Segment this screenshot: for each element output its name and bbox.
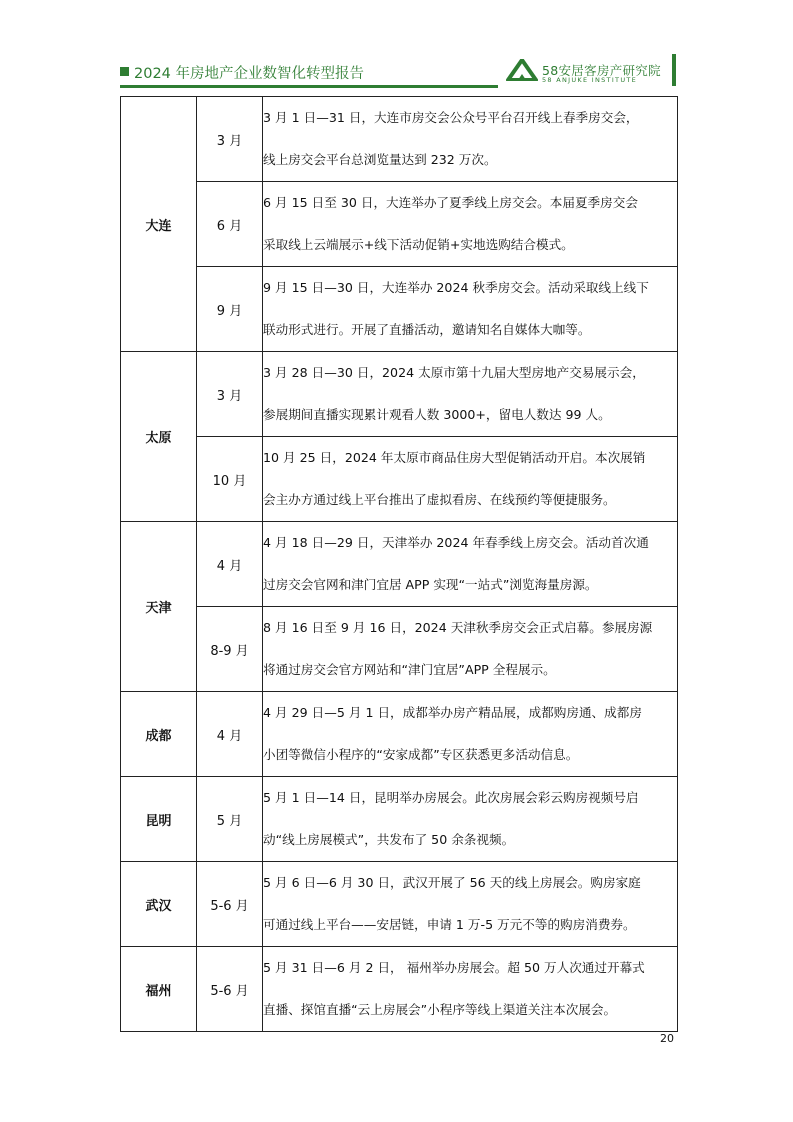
description-line: 线上房交会平台总浏览量达到 232 万次。 xyxy=(263,152,497,167)
description-line: 9 月 15 日—30 日，大连举办 2024 秋季房交会。活动采取线上线下 xyxy=(263,280,649,295)
table-row xyxy=(121,692,678,777)
city-cell: 武汉 xyxy=(121,862,197,947)
city-cell: 太原 xyxy=(121,352,197,522)
table-row xyxy=(121,97,678,182)
month-cell: 3 月 xyxy=(197,352,263,437)
description-line: 6 月 15 日至 30 日，大连举办了夏季线上房交会。本届夏季房交会 xyxy=(263,195,638,210)
header-side-bar xyxy=(672,54,676,86)
description-cell xyxy=(263,182,678,267)
description-line: 动“线上房展模式”，共发布了 50 余条视频。 xyxy=(263,832,515,847)
description-cell xyxy=(263,947,678,1032)
description-line: 过房交会官网和津门宜居 APP 实现“一站式”浏览海量房源。 xyxy=(263,577,598,592)
city-housing-fair-table xyxy=(120,96,678,1032)
description-line: 5 月 6 日—6 月 30 日，武汉开展了 56 天的线上房展会。购房家庭 xyxy=(263,875,641,890)
table-row xyxy=(121,607,678,692)
month-cell: 5 月 xyxy=(197,777,263,862)
month-cell: 4 月 xyxy=(197,692,263,777)
table-row xyxy=(121,947,678,1032)
city-cell: 天津 xyxy=(121,522,197,692)
description-line: 4 月 29 日—5 月 1 日，成都举办房产精品展，成都购房通、成都房 xyxy=(263,705,642,720)
month-cell: 8-9 月 xyxy=(197,607,263,692)
header-rule xyxy=(120,85,498,88)
description-cell xyxy=(263,777,678,862)
description-cell xyxy=(263,862,678,947)
description-line: 5 月 1 日—14 日，昆明举办房展会。此次房展会彩云购房视频号启 xyxy=(263,790,639,805)
report-title: 2024 年房地产企业数智化转型报告 xyxy=(134,66,365,82)
description-line: 联动形式进行。开展了直播活动，邀请知名自媒体大咖等。 xyxy=(263,322,591,337)
description-line: 10 月 25 日，2024 年太原市商品住房大型促销活动开启。本次展销 xyxy=(263,450,646,465)
page-header xyxy=(120,52,678,88)
city-cell: 大连 xyxy=(121,97,197,352)
month-cell: 6 月 xyxy=(197,182,263,267)
table-row xyxy=(121,182,678,267)
city-cell: 福州 xyxy=(121,947,197,1032)
institute-subtitle: 58 ANJUKE INSTITUTE xyxy=(542,76,638,84)
description-cell xyxy=(263,692,678,777)
description-line: 可通过线上平台——安居链，申请 1 万-5 万元不等的购房消费券。 xyxy=(263,917,636,932)
city-cell: 昆明 xyxy=(121,777,197,862)
description-cell xyxy=(263,97,678,182)
description-line: 3 月 28 日—30 日，2024 太原市第十九届大型房地产交易展示会， xyxy=(263,365,645,380)
description-line: 小团等微信小程序的“安家成都”专区获悉更多活动信息。 xyxy=(263,747,579,762)
description-line: 采取线上云端展示+线下活动促销+实地选购结合模式。 xyxy=(263,237,574,252)
month-cell: 3 月 xyxy=(197,97,263,182)
table-row xyxy=(121,862,678,947)
description-line: 5 月 31 日—6 月 2 日， 福州举办房展会。超 50 万人次通过开幕式 xyxy=(263,960,645,975)
institute-name: 58安居客房产研究院 xyxy=(542,63,661,78)
description-line: 会主办方通过线上平台推出了虚拟看房、在线预约等便捷服务。 xyxy=(263,492,616,507)
description-cell xyxy=(263,352,678,437)
page-number: 20 xyxy=(660,1032,674,1045)
description-line: 4 月 18 日—29 日，天津举办 2024 年春季线上房交会。活动首次通 xyxy=(263,535,649,550)
description-line: 直播、探馆直播“云上房展会”小程序等线上渠道关注本次展会。 xyxy=(263,1002,617,1017)
description-cell xyxy=(263,522,678,607)
header-bullet-square xyxy=(120,67,129,76)
description-line: 8 月 16 日至 9 月 16 日，2024 天津秋季房交会正式启幕。参展房源 xyxy=(263,620,653,635)
table-row xyxy=(121,777,678,862)
description-line: 3 月 1 日—31 日，大连市房交会公众号平台召开线上春季房交会， xyxy=(263,110,639,125)
description-cell xyxy=(263,267,678,352)
table-row xyxy=(121,437,678,522)
description-line: 将通过房交会官方网站和“津门宜居”APP 全程展示。 xyxy=(263,662,556,677)
description-cell xyxy=(263,607,678,692)
month-cell: 10 月 xyxy=(197,437,263,522)
month-cell: 5-6 月 xyxy=(197,862,263,947)
description-line: 参展期间直播实现累计观看人数 3000+，留电人数达 99 人。 xyxy=(263,407,611,422)
month-cell: 4 月 xyxy=(197,522,263,607)
table-row xyxy=(121,352,678,437)
table-row xyxy=(121,522,678,607)
month-cell: 5-6 月 xyxy=(197,947,263,1032)
table-row xyxy=(121,267,678,352)
description-cell xyxy=(263,437,678,522)
city-cell: 成都 xyxy=(121,692,197,777)
institute-logo-icon xyxy=(506,59,538,81)
month-cell: 9 月 xyxy=(197,267,263,352)
